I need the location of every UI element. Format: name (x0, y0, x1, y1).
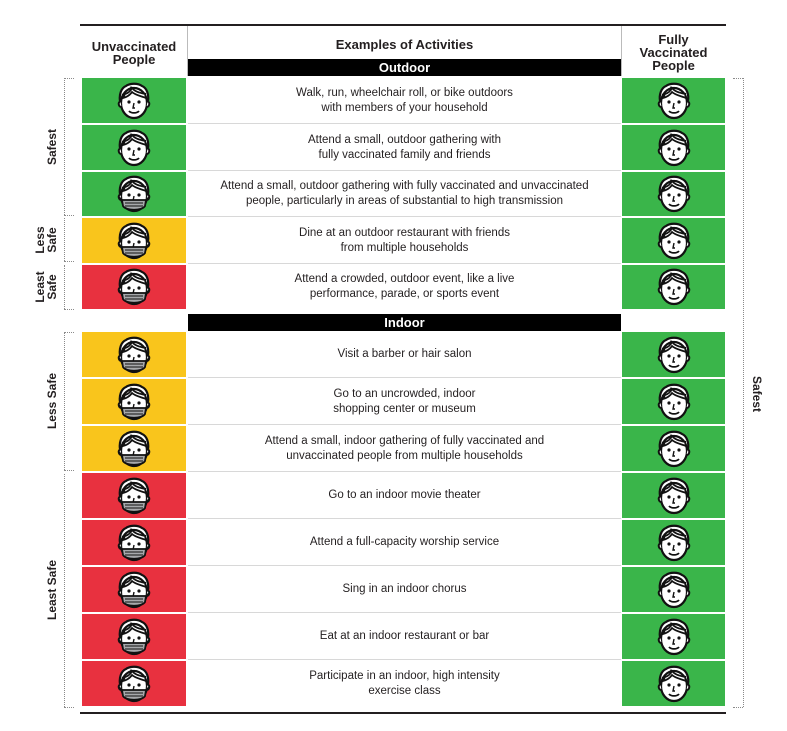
vaccinated-risk-cell (622, 426, 725, 471)
bracket-tick (64, 332, 74, 333)
masked-face-icon (115, 617, 153, 657)
section-indoor: Indoor (188, 314, 621, 331)
bracket-indoor-less-safe (64, 332, 65, 470)
vaccinated-risk-cell (622, 125, 725, 170)
face-icon (655, 617, 693, 657)
activity-text: Dine at an outdoor restaurant with friends from multiple households (299, 226, 510, 254)
masked-face-icon (115, 335, 153, 375)
masked-face-icon (115, 174, 153, 214)
vaccinated-risk-cell (622, 379, 725, 424)
face-icon (655, 335, 693, 375)
unvaccinated-risk-cell (82, 125, 186, 170)
label-vaccinated-safest: Safest (750, 375, 764, 413)
label-outdoor-safest: Safest (45, 128, 59, 166)
bracket-tick (64, 309, 74, 310)
face-icon (655, 382, 693, 422)
unvaccinated-risk-cell (82, 661, 186, 706)
header-divider-right (621, 26, 622, 76)
vaccinated-risk-cell (622, 332, 725, 377)
bracket-tick (64, 215, 74, 216)
unvaccinated-risk-cell (82, 332, 186, 377)
unvaccinated-risk-cell (82, 172, 186, 216)
face-icon (655, 221, 693, 261)
bracket-tick (733, 78, 743, 79)
masked-face-icon (115, 570, 153, 610)
bracket-tick (64, 261, 74, 262)
unvaccinated-risk-cell (82, 265, 186, 309)
header-unvaccinated: Unvaccinated People (91, 39, 177, 67)
vaccinated-risk-cell (622, 218, 725, 263)
header-activities: Examples of Activities (335, 37, 474, 52)
masked-face-icon (115, 664, 153, 704)
masked-face-icon (115, 382, 153, 422)
activity-text: Walk, run, wheelchair roll, or bike outdoors with members of your household (296, 86, 513, 114)
label-indoor-least-safe: Least Safe (45, 559, 59, 621)
vaccinated-risk-cell (622, 265, 725, 309)
face-icon (655, 81, 693, 121)
face-icon (655, 570, 693, 610)
face-icon (115, 128, 153, 168)
face-icon (655, 523, 693, 563)
masked-face-icon (115, 267, 153, 307)
unvaccinated-risk-cell (82, 379, 186, 424)
face-icon (655, 128, 693, 168)
activity-text: Participate in an indoor, high intensity exercise class (309, 669, 500, 697)
vaccinated-risk-cell (622, 661, 725, 706)
bottom-rule (80, 712, 726, 714)
activity-text: Visit a barber or hair salon (337, 348, 472, 360)
face-icon (115, 81, 153, 121)
vaccinated-risk-cell (622, 172, 725, 216)
top-rule (80, 24, 726, 26)
bracket-tick (64, 470, 74, 471)
unvaccinated-risk-cell (82, 567, 186, 612)
label-indoor-less-safe: Less Safe (45, 372, 59, 430)
unvaccinated-risk-cell (82, 218, 186, 263)
face-icon (655, 476, 693, 516)
face-icon (655, 429, 693, 469)
bracket-outdoor-less-safe (64, 218, 65, 261)
masked-face-icon (115, 523, 153, 563)
activity-text: Eat at an indoor restaurant or bar (319, 630, 490, 642)
face-icon (655, 664, 693, 704)
bracket-tick (64, 707, 74, 708)
bracket-tick (733, 707, 743, 708)
activity-text: Sing in an indoor chorus (342, 583, 467, 595)
vaccinated-risk-cell (622, 567, 725, 612)
activity-text: Go to an indoor movie theater (328, 489, 481, 501)
bracket-outdoor-least-safe (64, 265, 65, 309)
unvaccinated-risk-cell (82, 78, 186, 123)
activity-text: Attend a crowded, outdoor event, like a live performance, parade, or sports event (294, 273, 515, 300)
masked-face-icon (115, 221, 153, 261)
face-icon (655, 174, 693, 214)
masked-face-icon (115, 476, 153, 516)
bracket-indoor-least-safe (64, 474, 65, 707)
section-outdoor: Outdoor (188, 59, 621, 76)
vaccinated-risk-cell (622, 520, 725, 565)
label-outdoor-least-safe: Least Safe (33, 271, 59, 303)
face-icon (655, 267, 693, 307)
vaccinated-risk-cell (622, 78, 725, 123)
bracket-tick (64, 78, 74, 79)
vaccinated-risk-cell (622, 473, 725, 518)
activity-text: Attend a small, indoor gathering of fully vaccinated and unvaccinated people from multiple households (264, 434, 545, 462)
unvaccinated-risk-cell (82, 520, 186, 565)
bracket-outdoor-safest (64, 78, 65, 215)
label-outdoor-less-safe: Less Safe (33, 226, 59, 254)
activity-text: Attend a full-capacity worship service (309, 536, 500, 548)
unvaccinated-risk-cell (82, 473, 186, 518)
masked-face-icon (115, 429, 153, 469)
bracket-vaccinated-safest (743, 78, 744, 707)
activity-text: Attend a small, outdoor gathering with fully vaccinated family and friends (307, 133, 502, 161)
header-vaccinated: Fully Vaccinated People (639, 32, 708, 73)
unvaccinated-risk-cell (82, 614, 186, 659)
vaccinated-risk-cell (622, 614, 725, 659)
activity-text: Attend a small, outdoor gathering with fully vaccinated and unvaccinated people, particularly in areas of substantial to high transmission (220, 180, 589, 207)
activity-text: Go to an uncrowded, indoor shopping center or museum (333, 387, 476, 415)
unvaccinated-risk-cell (82, 426, 186, 471)
